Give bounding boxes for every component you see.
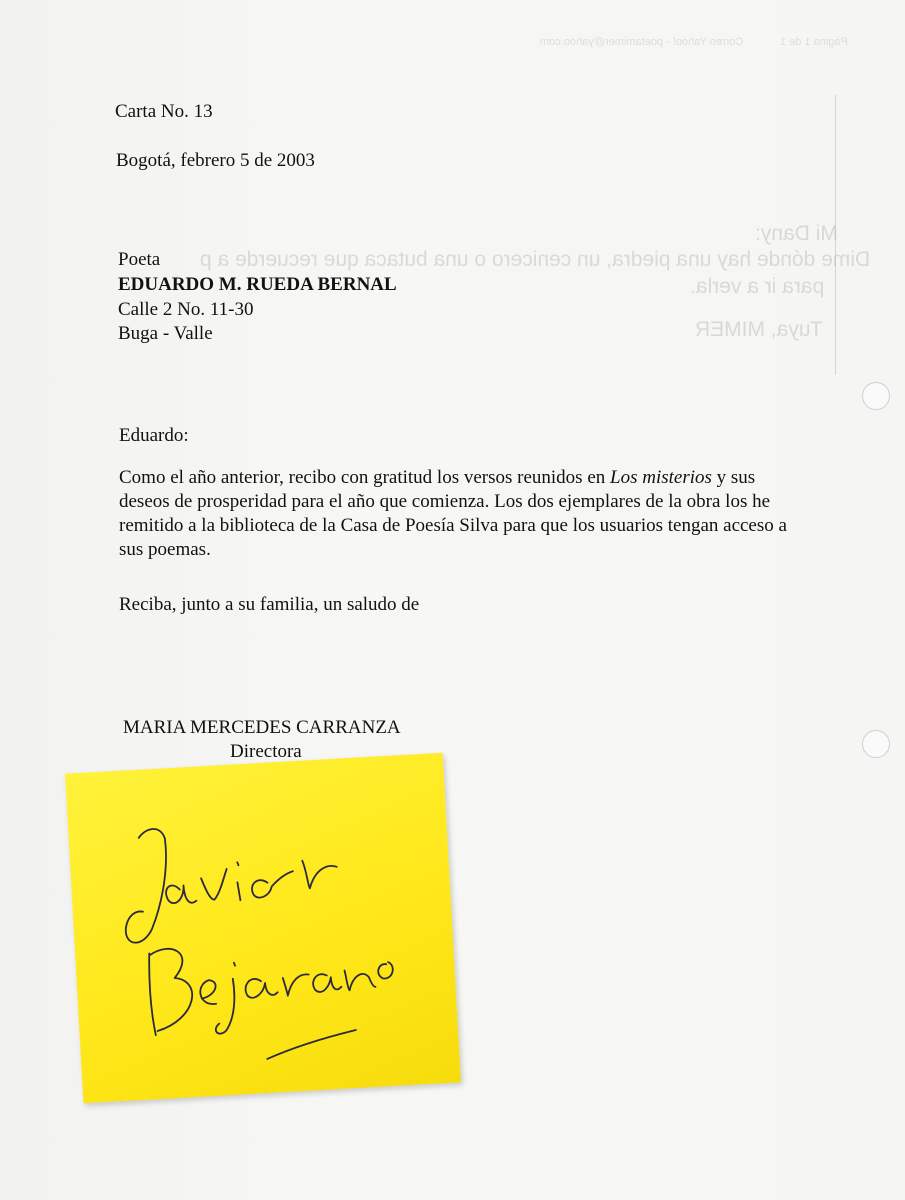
recipient-title: Poeta	[118, 249, 161, 270]
letter-number: Carta No. 13	[115, 101, 213, 122]
book-title: Los misterios	[610, 467, 712, 488]
punch-hole-bottom	[862, 730, 890, 758]
recipient-city: Buga - Valle	[118, 323, 213, 344]
closing: Reciba, junto a su familia, un saludo de	[119, 594, 420, 615]
letter-body	[119, 466, 799, 562]
bleed-through-line-4: Tuya, MIMER	[695, 318, 823, 341]
bleed-through-header: Correo Yahoo! - poetamimer@yahoo.com	[540, 36, 744, 48]
punch-hole-top	[862, 382, 890, 410]
handwritten-name	[65, 753, 461, 1104]
signer-name: MARIA MERCEDES CARRANZA	[123, 717, 401, 738]
letter-date: Bogotá, febrero 5 de 2003	[116, 150, 315, 171]
body-text-1: Como el año anterior, recibo con gratitud los versos reunidos en	[119, 467, 611, 488]
recipient-name: EDUARDO M. RUEDA BERNAL	[118, 274, 397, 295]
bleed-through-line-1: Mi Dany:	[755, 222, 838, 245]
signer-role: Directora	[230, 741, 302, 762]
salutation: Eduardo:	[119, 425, 189, 446]
recipient-address: Calle 2 No. 11-30	[118, 299, 254, 320]
bleed-through-page: Página 1 de 1	[780, 36, 848, 48]
bleed-through-line-2: Dime dónde hay una piedra, un cenicero o una butaca que recuerde a p	[200, 248, 871, 271]
body-text-2: y sus deseos de prosperidad para el año que comienza. Los dos ejemplares de la obra los he remitido a la biblioteca de la Casa de Poesía Silva para que los usuarios tengan acceso a sus poemas.	[119, 467, 787, 560]
sticky-note	[65, 753, 461, 1104]
bleed-through-line-3: para ir a verla.	[690, 275, 825, 298]
